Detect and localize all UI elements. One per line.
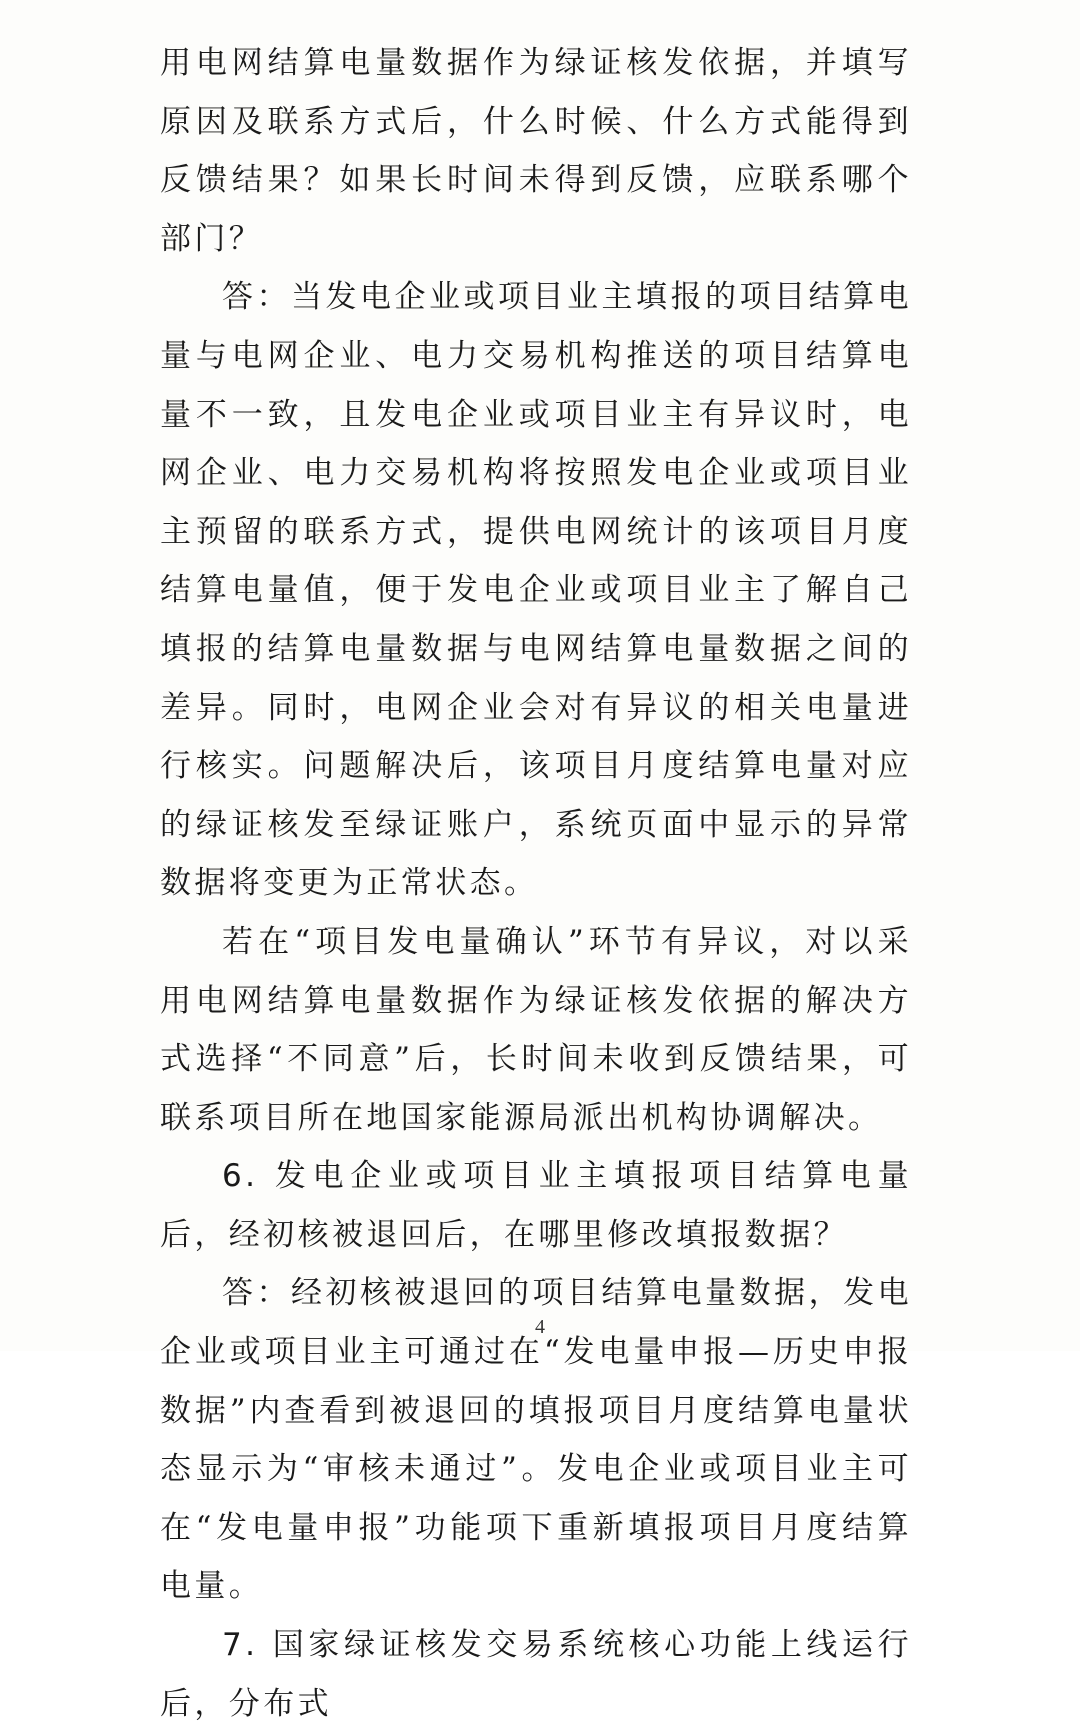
paragraph-question-5-continuation: 用电网结算电量数据作为绿证核发依据，并填写原因及联系方式后，什么时候、什么方式能得到反馈结果？如果长时间未得到反馈，应联系哪个部门？ bbox=[160, 45, 912, 257]
paragraph-answer-6: 答：经初核被退回的项目结算电量数据，发电企业或项目业主可通过在“发电量申报—历史申报数据”内查看到被退回的填报项目月度结算电量状态显示为“审核未通过”。发电企业或项目业主可在“发电量申报”功能项下重新填报项目月度结算电量。 bbox=[160, 1275, 912, 1605]
page-number: 4 bbox=[535, 1316, 545, 1338]
paragraph-question-7: 7. 国家绿证核发交易系统核心功能上线运行后，分布式 bbox=[160, 1627, 912, 1722]
paragraph-question-6: 6. 发电企业或项目业主填报项目结算电量后，经初核被退回后，在哪里修改填报数据？ bbox=[160, 1158, 912, 1253]
paragraph-answer-5: 答：当发电企业或项目业主填报的项目结算电量与电网企业、电力交易机构推送的项目结算电量不一致，且发电企业或项目业主有异议时，电网企业、电力交易机构将按照发电企业或项目业主预留的联系方式，提供电网统计的该项目月度结算电量值，便于发电企业或项目业主了解自己填报的结算电量数据与电网结算电量数据之间的差异。同时，电网企业会对有异议的相关电量进行核实。问题解决后，该项目月度结算电量对应的绿证核发至绿证账户，系统页面中显示的异常数据将变更为正常状态。 bbox=[160, 279, 912, 902]
document-body bbox=[160, 34, 912, 1733]
paragraph-answer-5-supplement: 若在“项目发电量确认”环节有异议，对以采用电网结算电量数据作为绿证核发依据的解决方式选择“不同意”后，长时间未收到反馈结果，可联系项目所在地国家能源局派出机构协调解决。 bbox=[160, 923, 912, 1136]
